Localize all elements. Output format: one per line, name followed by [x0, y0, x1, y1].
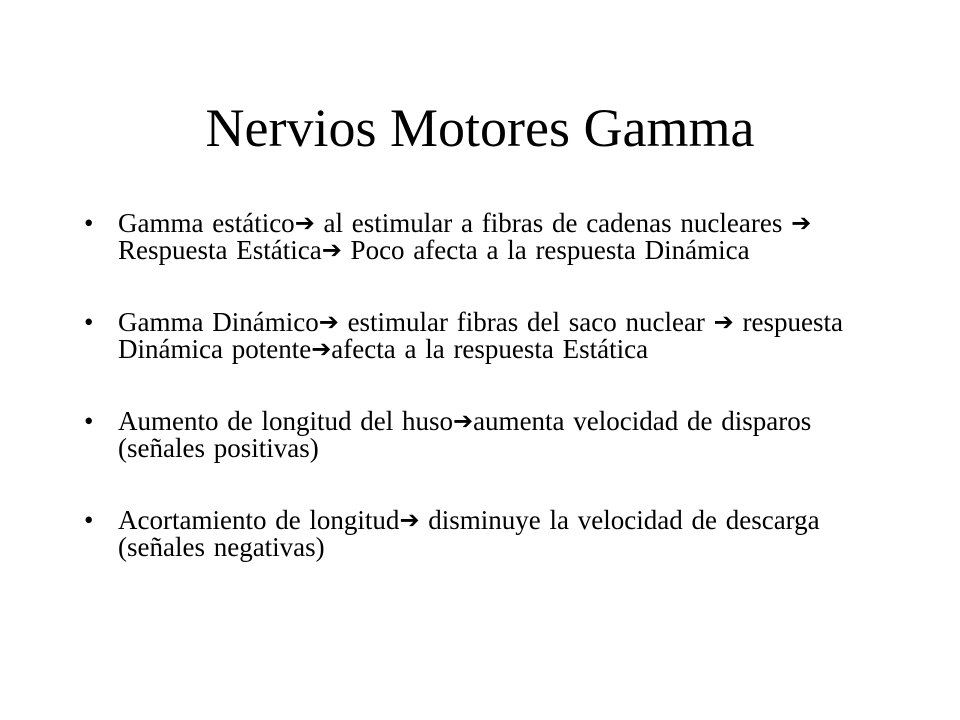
- bullet-dot: •: [84, 208, 94, 238]
- arrow-right-icon: ➔: [311, 335, 332, 363]
- arrow-right-icon: ➔: [318, 308, 339, 336]
- bullet-text: al estimular a fibras de cadenas nucleares: [314, 208, 792, 238]
- slide-title: Nervios Motores Gamma: [205, 98, 755, 158]
- bullet-text: Gamma estático: [118, 208, 295, 238]
- bullet-text: Poco afecta a la respuesta Dinámica: [341, 235, 750, 265]
- bullet-item-acortamiento-longitud: [80, 507, 900, 561]
- bullet-text: Acortamiento de longitud: [118, 505, 400, 535]
- bullet-dot: •: [84, 307, 94, 337]
- arrow-right-icon: ➔: [452, 407, 474, 435]
- bullet-text: respuesta Dinámica potente: [118, 307, 843, 364]
- bullet-text: estimular fibras del saco nuclear: [338, 307, 714, 337]
- arrow-right-icon: ➔: [791, 209, 812, 237]
- bullet-text: Gamma Dinámico: [118, 307, 319, 337]
- arrow-right-icon: ➔: [294, 209, 315, 237]
- bullet-list: [80, 210, 900, 606]
- bullet-dot: •: [84, 505, 94, 535]
- bullet-item-aumento-longitud: [80, 408, 900, 462]
- bullet-item-gamma-dinamico: [80, 309, 900, 363]
- bullet-text: Respuesta Estática: [118, 235, 322, 265]
- bullet-text: aumenta velocidad de disparos (señales positivas): [118, 406, 812, 463]
- arrow-right-icon: ➔: [713, 308, 734, 336]
- bullet-item-gamma-estatico: [80, 210, 900, 264]
- arrow-right-icon: ➔: [321, 236, 342, 264]
- bullet-dot: •: [84, 406, 94, 436]
- bullet-text: disminuye la velocidad de descarga (señales negativas): [118, 505, 820, 562]
- bullet-text: Aumento de longitud del huso: [118, 406, 453, 436]
- arrow-right-icon: ➔: [399, 506, 420, 534]
- bullet-text: afecta a la respuesta Estática: [331, 334, 649, 364]
